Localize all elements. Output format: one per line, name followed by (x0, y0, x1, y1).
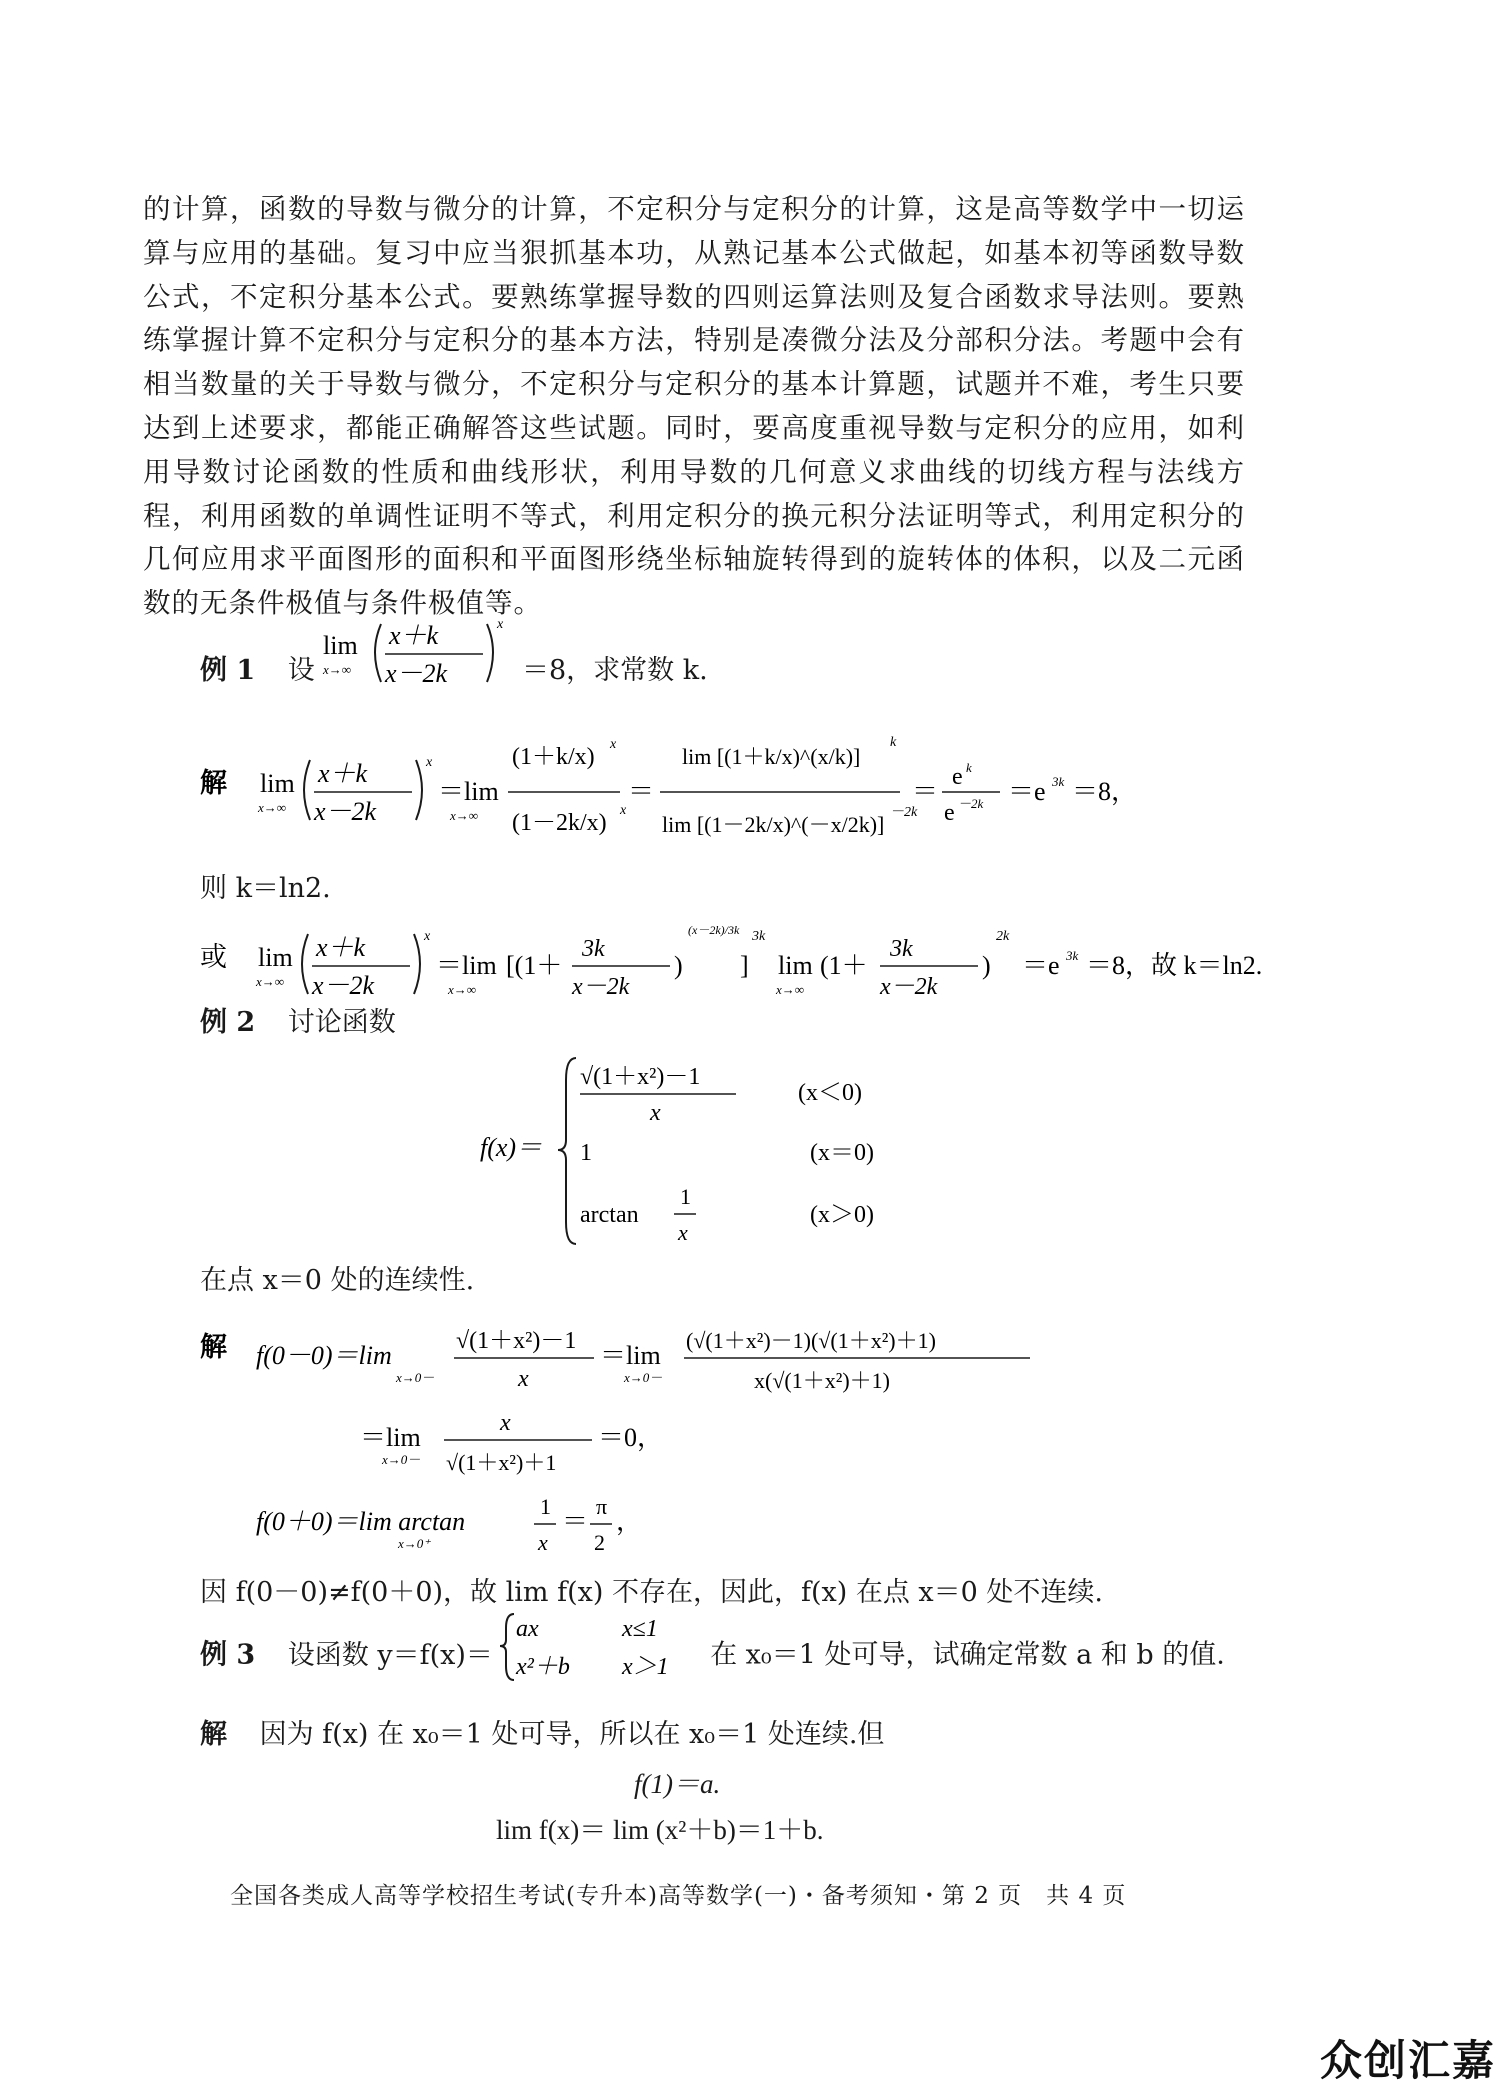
example-2 (200, 1000, 396, 1039)
svg-text:lim: lim (778, 951, 813, 980)
svg-text:＝lim: ＝lim (360, 1423, 421, 1452)
svg-text:x→0－: x→0－ (396, 1370, 435, 1385)
piecewise-function (480, 1050, 920, 1257)
svg-text:π: π (596, 1494, 608, 1519)
example-1-text-post: ＝8，求常数 k. (521, 655, 708, 686)
svg-text:3k: 3k (752, 929, 766, 944)
solution-2-step-tail: ＝0， (598, 1423, 664, 1452)
svg-text:x－2k: x－2k (314, 797, 377, 826)
svg-text:lim [(1－2k/x)^(－x/2k)]: lim [(1－2k/x)^(－x/2k)] (662, 812, 885, 837)
svg-text:x－2k: x－2k (385, 658, 448, 688)
svg-text:＝: ＝ (912, 777, 939, 806)
example-2-text: 讨论函数 (287, 1007, 396, 1038)
svg-text:2: 2 (594, 1530, 605, 1555)
svg-text:x－2k: x－2k (312, 971, 375, 1000)
svg-text:x＋k: x＋k (318, 759, 368, 788)
svg-text:lim: lim (258, 943, 293, 972)
svg-text:f(0＋0)＝lim arctan: f(0＋0)＝lim arctan (256, 1507, 466, 1536)
example-1-text-pre: 设 (287, 655, 315, 686)
solution-2-right-tail: ， (616, 1507, 643, 1536)
svg-text:]: ] (740, 951, 749, 980)
svg-text:x→0－: x→0－ (382, 1452, 421, 1467)
svg-text:＝: ＝ (628, 777, 655, 806)
svg-text:x(√(1＋x²)＋1): x(√(1＋x²)＋1) (754, 1368, 890, 1393)
page-footer: 全国各类成人高等学校招生考试(专升本)高等数学(一)・备考须知・第 2 页 共 4 页 (230, 1883, 1127, 1909)
example-3-piecewise (502, 1608, 702, 1684)
svg-text:＝8，故 k＝ln2.: ＝8，故 k＝ln2. (1086, 951, 1263, 980)
svg-text:＝lim: ＝lim (600, 1341, 661, 1370)
svg-text:3k: 3k (1052, 774, 1065, 789)
example-3-label: 例 3 (200, 1639, 256, 1671)
svg-text:＝lim: ＝lim (436, 951, 497, 980)
svg-text:x→∞: x→∞ (258, 800, 287, 815)
solution-1-then: 则 k＝ln2. (200, 873, 331, 904)
solution-1-equation (200, 720, 1160, 860)
solution-2 (200, 1310, 1080, 1407)
solution-2-step (360, 1400, 720, 1487)
svg-text:k: k (890, 735, 897, 750)
svg-text:x→0⁺: x→0⁺ (398, 1536, 431, 1551)
svg-text:3k: 3k (890, 936, 913, 962)
case-2-condition: (x＝0) (810, 1140, 874, 1166)
example-1 (200, 616, 708, 692)
svg-text:x→∞: x→∞ (323, 661, 352, 677)
svg-text:): ) (982, 951, 991, 980)
svg-text:x≤1: x≤1 (621, 1616, 658, 1642)
svg-text:x→0－: x→0－ (624, 1370, 663, 1385)
example-1-limit-expression (323, 612, 513, 692)
svg-text:x: x (518, 1366, 529, 1392)
svg-text:x→∞: x→∞ (776, 982, 805, 997)
or-label: 或 (200, 942, 227, 973)
case-3-condition: (x＞0) (810, 1202, 874, 1228)
svg-text:＝lim: ＝lim (438, 777, 499, 806)
solution-1 (200, 720, 1160, 867)
svg-text:2k: 2k (996, 929, 1010, 944)
svg-text:＝e: ＝e (1008, 777, 1046, 806)
svg-text:lim: lim (260, 769, 295, 798)
solution-3-text: 因为 f(x) 在 x₀＝1 处可导，所以在 x₀＝1 处连续.但 (259, 1719, 885, 1750)
case-1-condition: (x＜0) (798, 1080, 862, 1106)
solution-3-eq2: lim f(x)＝ lim (x²＋b)＝1＋b. (496, 1815, 824, 1845)
svg-text:＝e: ＝e (1022, 951, 1060, 980)
svg-text:x²＋b: x²＋b (515, 1654, 570, 1680)
example-3-text-post: 在 x₀＝1 处可导，试确定常数 a 和 b 的值. (710, 1639, 1225, 1671)
svg-text:f(0－0)＝lim: f(0－0)＝lim (256, 1341, 392, 1370)
svg-text:ax: ax (515, 1616, 539, 1642)
svg-text:(1－2k/x): (1－2k/x) (512, 810, 607, 836)
solution-1-alt-equation (200, 916, 1263, 1006)
case-3-value: arctan (580, 1202, 639, 1228)
svg-text:1: 1 (540, 1494, 551, 1519)
svg-text:－2k: －2k (958, 796, 984, 811)
svg-text:x－2k: x－2k (880, 974, 938, 1000)
svg-text:－2k: －2k (890, 805, 918, 820)
example-3-text-pre: 设函数 y＝f(x)＝ (287, 1639, 493, 1671)
svg-text:x＞1: x＞1 (621, 1654, 669, 1680)
svg-text:k: k (966, 760, 972, 775)
svg-text:[(1＋: [(1＋ (506, 951, 563, 980)
example-2-label: 例 2 (200, 1007, 256, 1038)
svg-text:x: x (497, 616, 504, 632)
svg-text:√(1＋x²)－1: √(1＋x²)－1 (580, 1064, 701, 1090)
watermark-logo: 众创汇嘉 (1319, 2036, 1496, 2085)
svg-text:3k: 3k (582, 936, 605, 962)
svg-text:(1＋: (1＋ (820, 951, 868, 980)
svg-text:e: e (952, 764, 963, 790)
solution-3-label: 解 (200, 1719, 227, 1750)
svg-text:x: x (500, 1410, 511, 1436)
svg-text:x－2k: x－2k (572, 974, 630, 1000)
svg-text:x: x (424, 929, 431, 944)
svg-text:＝8，: ＝8， (1072, 777, 1138, 806)
intro-paragraph: 的计算，函数的导数与微分的计算，不定积分与定积分的计算，这是高等数学中一切运算与应用的基础。复习中应当狠抓基本功，从熟记基本公式做起，如基本初等函数导数公式，不定积分基本公式。要熟练掌握导数的四则运算法则及复合函数求导法则。要熟练掌握计算不定积分与定积分的基本方法，特别是凑微分法及分部积分法。考题中会有相当数量的关于导数与微分，不定积分与定积分的基本计算题，试题并不难，考生只要达到上述要求，都能正确解答这些试题。同时，要高度重视导数与定积分的应用，如利用导数讨论函数的性质和曲线形状，利用导数的几何意义求曲线的切线方程与法线方程，利用函数的单调性证明不等式，利用定积分的换元积分法证明等式，利用定积分的几何应用求平面图形的面积和平面图形绕坐标轴旋转得到的旋转体的体积，以及二元函数的无条件极值与条件极值等。 (143, 193, 1245, 620)
svg-text:): ) (674, 951, 683, 980)
example-3 (200, 1616, 1225, 1684)
example-2-tail: 在点 x＝0 处的连续性. (200, 1265, 475, 1296)
solution-3 (200, 1712, 884, 1751)
svg-text:x＋k: x＋k (389, 620, 439, 650)
svg-text:lim [(1＋k/x)^(x/k)]: lim [(1＋k/x)^(x/k)] (682, 744, 861, 769)
solution-2-conclusion: 因 f(0－0)≠f(0＋0)，故 lim f(x) 不存在，因此，f(x) 在点 x＝0 处不连续. (200, 1577, 1103, 1608)
svg-text:x: x (426, 755, 433, 770)
svg-text:x: x (610, 737, 617, 752)
svg-text:√(1＋x²)＋1: √(1＋x²)＋1 (446, 1450, 557, 1475)
svg-text:√(1＋x²)－1: √(1＋x²)－1 (456, 1328, 577, 1354)
solution-2-label: 解 (200, 1332, 227, 1363)
svg-text:x: x (620, 803, 627, 818)
svg-text:x: x (650, 1100, 661, 1126)
svg-text:x→∞: x→∞ (448, 982, 477, 997)
svg-text:x: x (678, 1220, 688, 1245)
case-2-value: 1 (580, 1140, 592, 1166)
svg-text:x＋k: x＋k (316, 933, 366, 962)
example-1-label: 例 1 (200, 655, 256, 686)
svg-text:(√(1＋x²)－1)(√(1＋x²)＋1): (√(1＋x²)－1)(√(1＋x²)＋1) (686, 1328, 936, 1353)
svg-text:f(x)＝: f(x)＝ (480, 1133, 543, 1162)
svg-text:＝: ＝ (562, 1507, 589, 1536)
svg-text:(x－2k)/3k: (x－2k)/3k (688, 923, 740, 937)
solution-3-eq1: f(1)＝a. (634, 1769, 721, 1799)
solution-1-label: 解 (200, 768, 227, 799)
svg-text:x→∞: x→∞ (450, 808, 479, 823)
svg-text:3k: 3k (1066, 948, 1079, 963)
solution-1-alternative (200, 916, 1263, 1013)
solution-2-right-limit (256, 1484, 676, 1571)
svg-text:e: e (944, 800, 955, 826)
svg-text:x→∞: x→∞ (256, 974, 285, 989)
svg-text:1: 1 (680, 1184, 691, 1209)
svg-text:x: x (538, 1530, 548, 1555)
svg-text:lim: lim (323, 630, 359, 660)
svg-text:(1＋k/x): (1＋k/x) (512, 744, 595, 770)
